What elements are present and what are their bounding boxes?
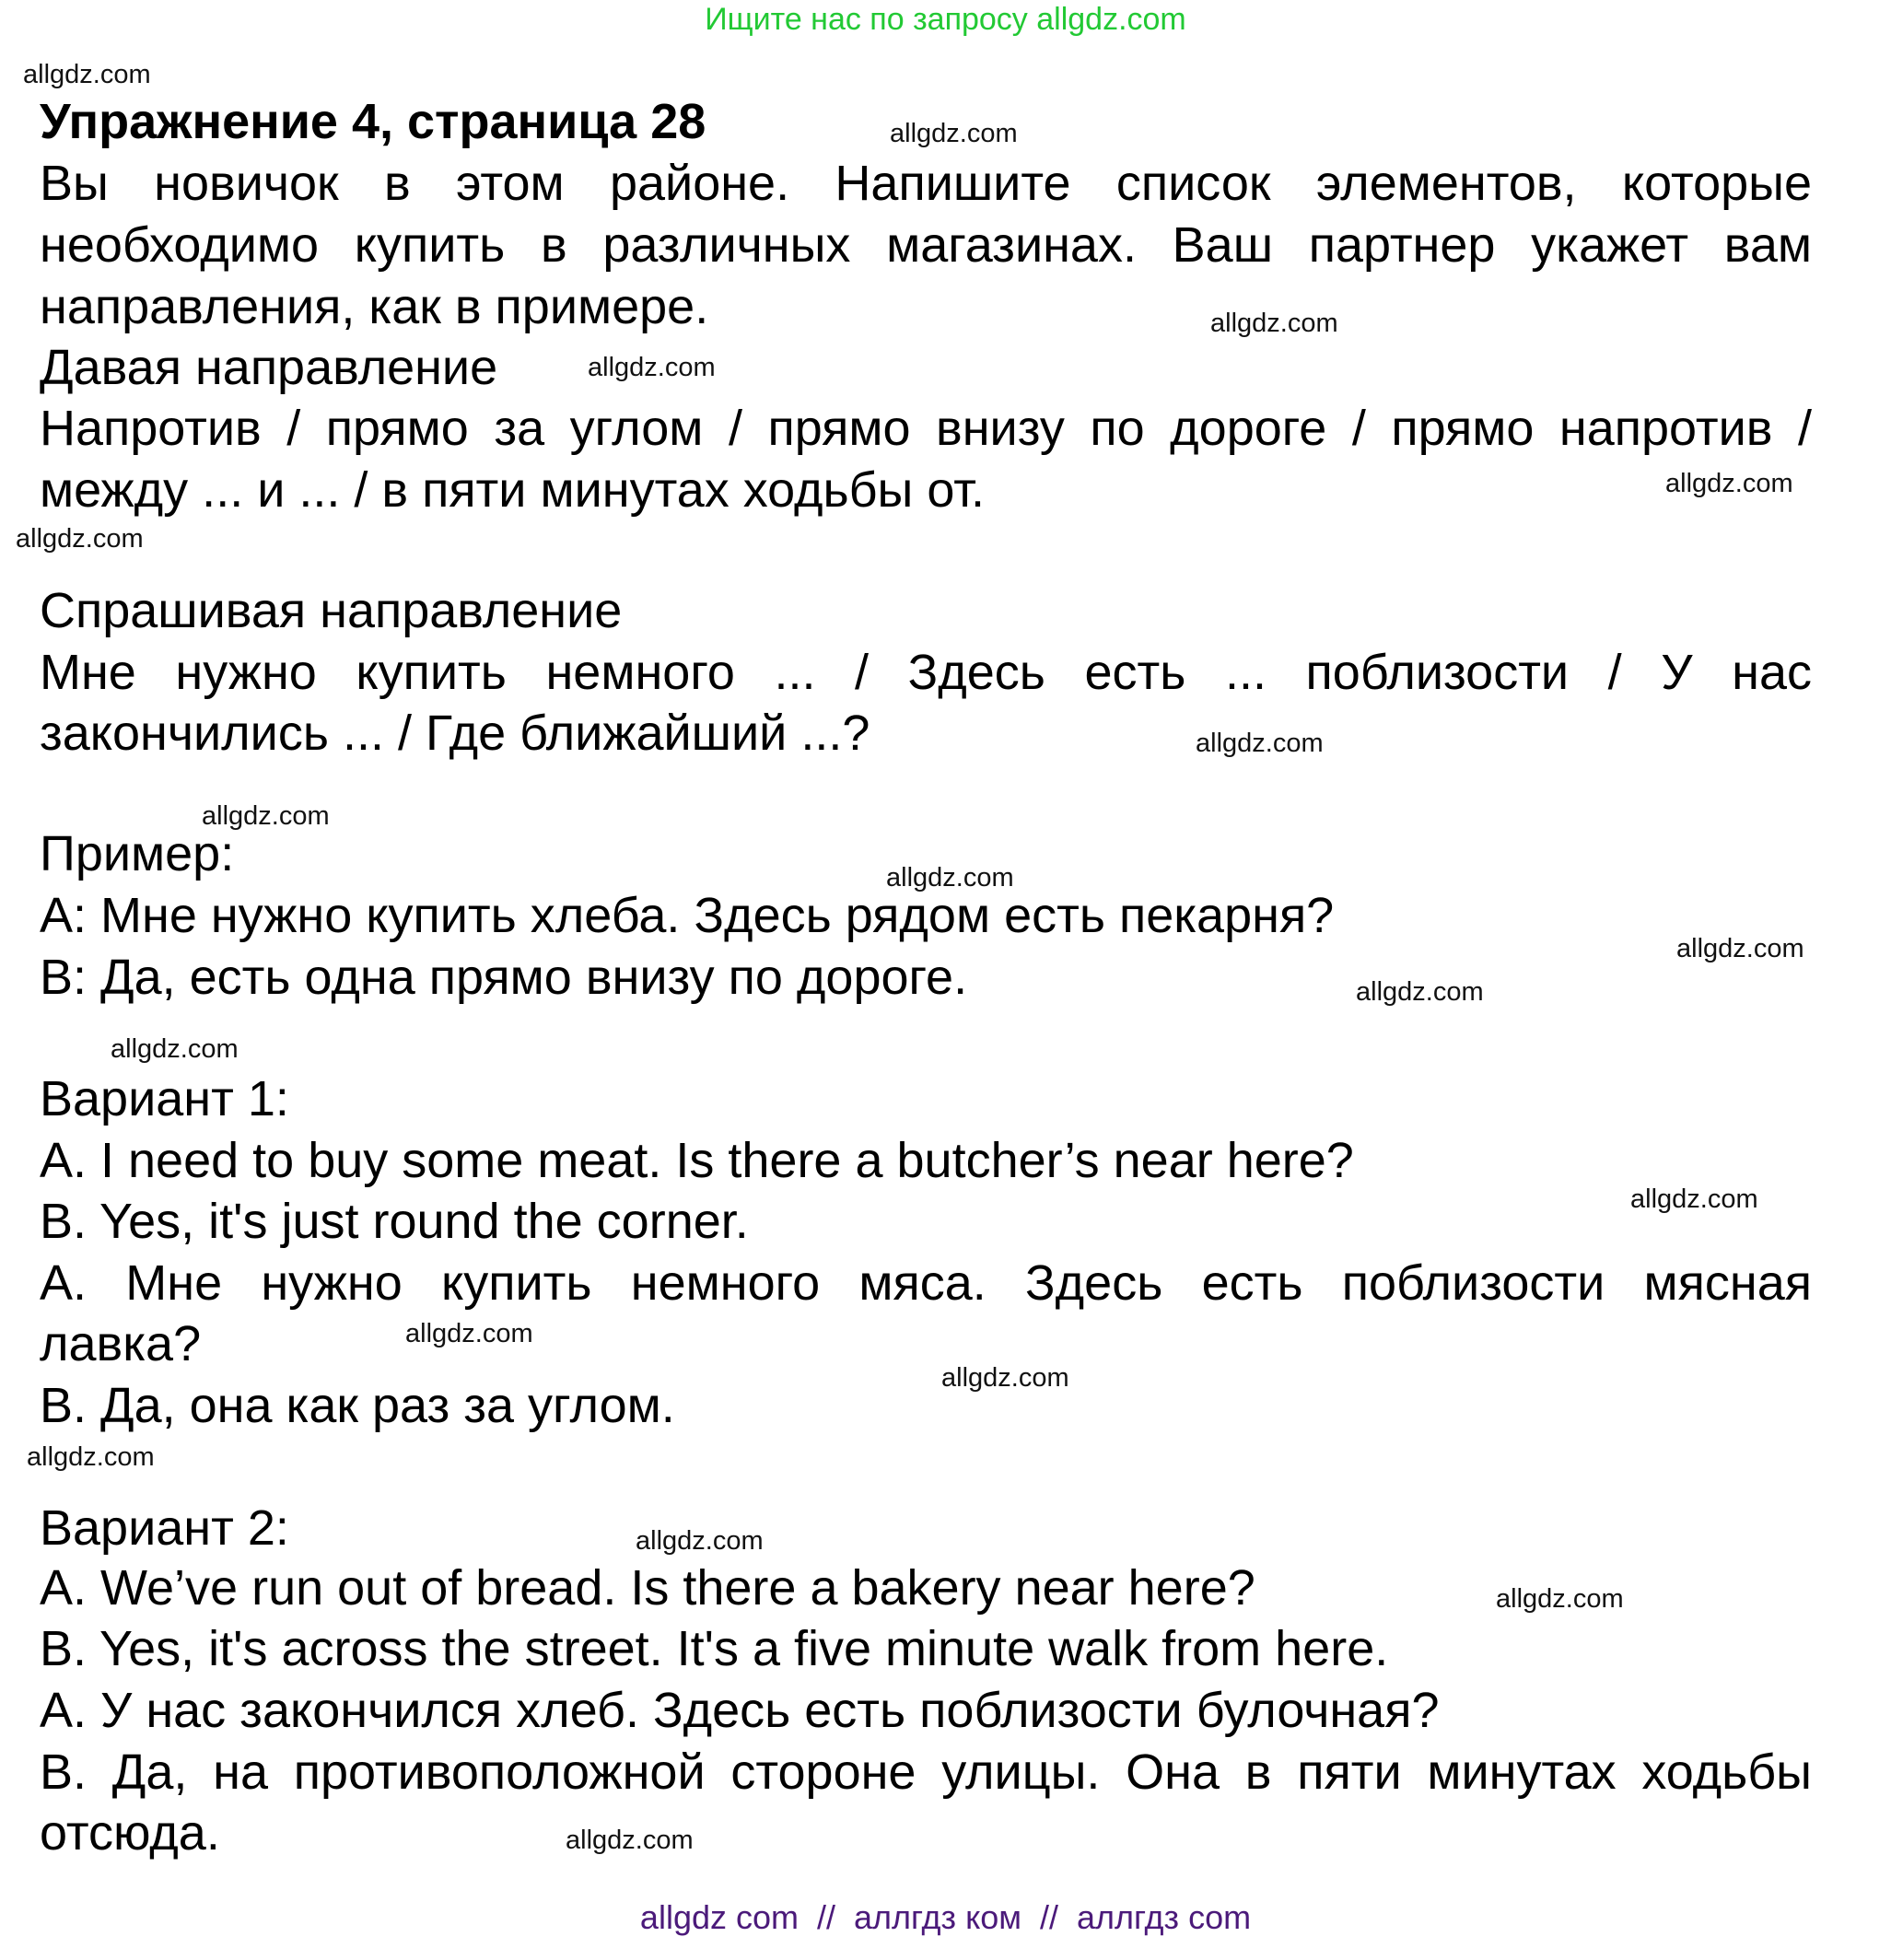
watermark: allgdz.com — [1496, 1584, 1624, 1614]
watermark: allgdz.com — [1196, 729, 1324, 758]
dialogue-line: лавка? — [40, 1316, 202, 1371]
dialogue-line: A. We’ve run out of bread. Is there a bakery near here? — [40, 1560, 1255, 1616]
watermark: allgdz.com — [941, 1363, 1069, 1393]
phrase-line: между ... и ... / в пяти минутах ходьбы от. — [40, 462, 985, 518]
section-heading-variant-1: Вариант 1: — [40, 1071, 289, 1126]
phrase-line: Мне нужно купить немного ... / Здесь есть ... поблизости / У нас — [40, 645, 1812, 700]
section-heading-asking: Спрашивая направление — [40, 583, 623, 638]
watermark: allgdz.com — [111, 1034, 239, 1064]
watermark: allgdz.com — [588, 353, 716, 382]
watermark: allgdz.com — [202, 801, 330, 831]
watermark: allgdz.com — [16, 524, 144, 554]
watermark: allgdz.com — [1630, 1184, 1758, 1214]
dialogue-line: В. Да, на противоположной стороне улицы. Она в пяти минутах ходьбы — [40, 1744, 1812, 1800]
dialogue-line: A. I need to buy some meat. Is there a butcher’s near here? — [40, 1133, 1354, 1188]
dialogue-line: B. Yes, it's across the street. It's a five minute walk from here. — [40, 1621, 1389, 1676]
intro-line: направления, как в примере. — [40, 279, 709, 334]
section-heading-variant-2: Вариант 2: — [40, 1500, 289, 1556]
section-heading-example: Пример: — [40, 826, 235, 881]
section-heading-giving: Давая направление — [40, 340, 498, 395]
dialogue-line: А. У нас закончился хлеб. Здесь есть поблизости булочная? — [40, 1683, 1440, 1738]
dialogue-line: B. Yes, it's just round the corner. — [40, 1194, 749, 1249]
phrase-line: закончились ... / Где ближайший ...? — [40, 706, 870, 761]
watermark: allgdz.com — [886, 863, 1014, 892]
dialogue-line: В: Да, есть одна прямо внизу по дороге. — [40, 950, 968, 1005]
dialogue-line: А: Мне нужно купить хлеба. Здесь рядом есть пекарня? — [40, 888, 1335, 943]
dialogue-line: В. Да, она как раз за углом. — [40, 1378, 675, 1433]
watermark: allgdz.com — [890, 119, 1018, 148]
intro-line: Вы новичок в этом районе. Напишите список элементов, которые — [40, 156, 1812, 211]
intro-line: необходимо купить в различных магазинах. Ваш партнер укажет вам — [40, 217, 1812, 273]
watermark: allgdz.com — [566, 1826, 694, 1855]
watermark: allgdz.com — [1676, 934, 1804, 963]
dialogue-line: А. Мне нужно купить немного мяса. Здесь есть поблизости мясная — [40, 1255, 1812, 1311]
footer-links[interactable]: allgdz com // аллгдз ком // аллгдз com — [639, 1898, 1252, 1936]
watermark: allgdz.com — [405, 1319, 533, 1348]
page-title: Упражнение 4, страница 28 — [40, 94, 706, 149]
watermark: allgdz.com — [27, 1442, 155, 1472]
watermark: allgdz.com — [1665, 469, 1793, 498]
promo-banner[interactable]: Ищите нас по запросу allgdz.com — [705, 2, 1186, 37]
watermark: allgdz.com — [1210, 309, 1338, 338]
watermark: allgdz.com — [23, 60, 151, 89]
dialogue-line: отсюда. — [40, 1805, 220, 1861]
watermark: allgdz.com — [1356, 977, 1484, 1007]
watermark: allgdz.com — [636, 1526, 764, 1556]
phrase-line: Напротив / прямо за углом / прямо внизу по дороге / прямо напротив / — [40, 401, 1812, 456]
